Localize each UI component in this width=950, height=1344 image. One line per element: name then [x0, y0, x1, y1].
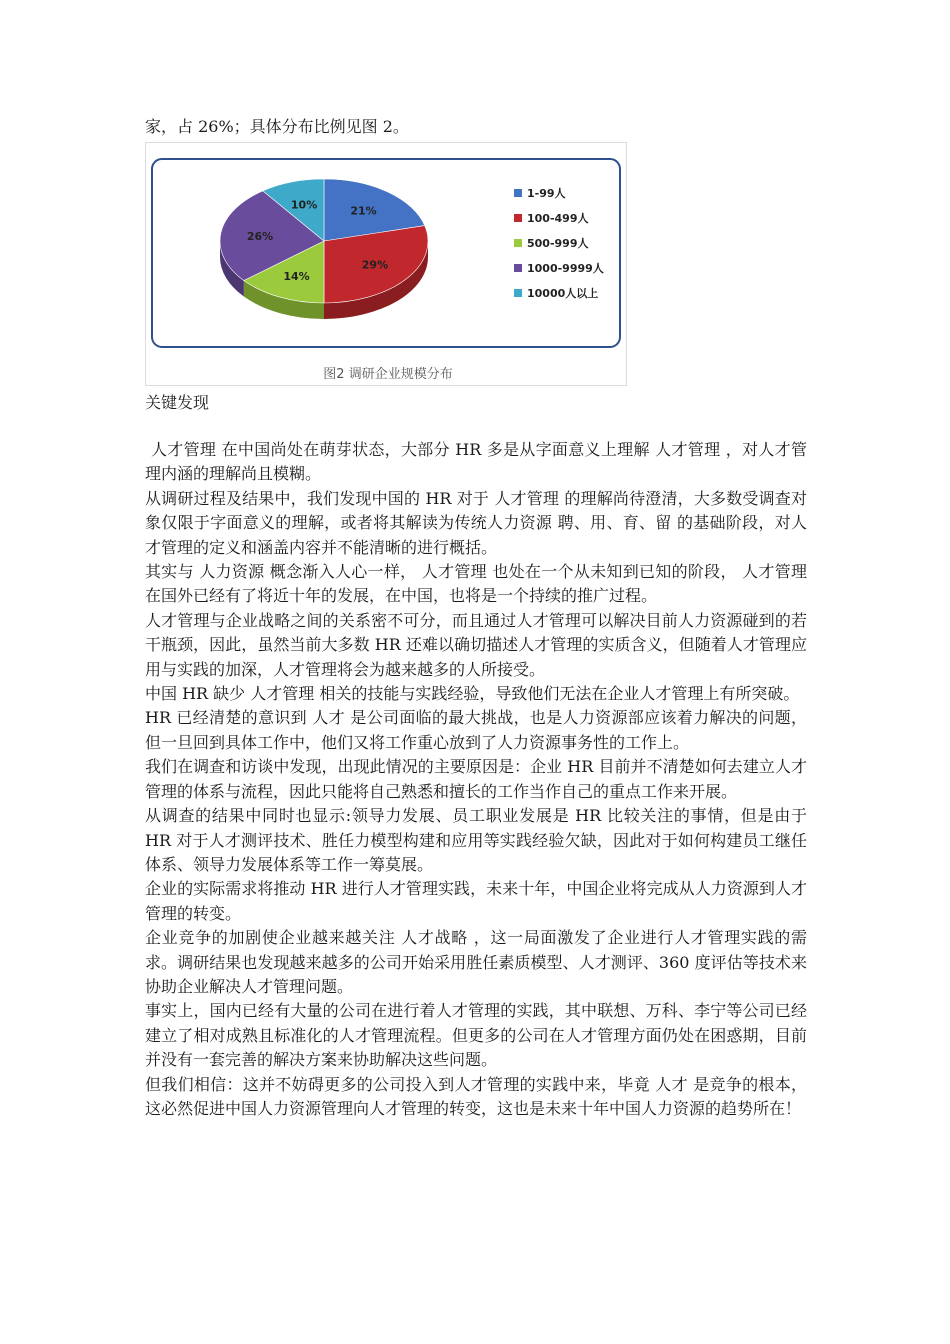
- paragraph: 人才管理 在中国尚处在萌芽状态，大部分 HR 多是从字面意义上理解 人才管理 ，对人才管理内涵的理解尚且模糊。: [145, 440, 807, 484]
- legend-swatch: [514, 214, 522, 222]
- paragraph: HR 已经清楚的意识到 人才 是公司面临的最大挑战，也是人力资源部应该着力解决的问题，但一旦回到具体工作中，他们又将工作重心放到了人力资源事务性的工作上。: [145, 708, 807, 752]
- section-heading: 关键发现: [145, 393, 210, 412]
- legend-swatch: [514, 264, 522, 272]
- legend-label: 10000人以上: [527, 287, 599, 300]
- pie-slice-label: 10%: [290, 198, 318, 212]
- chart-caption: 图2 调研企业规模分布: [323, 367, 453, 382]
- pie-slice-label: 26%: [246, 230, 274, 244]
- pie-slice-label: 14%: [283, 269, 310, 283]
- legend-label: 500-999人: [527, 237, 589, 250]
- legend-swatch: [514, 189, 522, 197]
- paragraph: 从调查的结果中同时也显示:领导力发展、员工职业发展是 HR 比较关注的事情，但是由于 HR 对于人才测评技术、胜任力模型构建和应用等实践经验欠缺，因此对于如何构建员工继任体系、领导力发展体系等工作一筹莫展。: [145, 806, 807, 874]
- paragraph: 人才管理与企业战略之间的关系密不可分，而且通过人才管理可以解决目前人力资源碰到的若干瓶颈，因此，虽然当前大多数 HR 还难以确切描述人才管理的实质含义，但随着人才管理应用与实践的加深，人才管理将会为越来越多的人所接受。: [145, 610, 807, 679]
- paragraph: 我们在调查和访谈中发现，出现此情况的主要原因是：企业 HR 目前并不清楚如何去建立人才管理的体系与流程，因此只能将自己熟悉和擅长的工作当作自己的重点工作来开展。: [145, 757, 807, 801]
- body-text: [145, 438, 807, 1121]
- pie-slice-label: 21%: [350, 204, 377, 218]
- paragraph: 企业竞争的加剧使企业越来越关注 人才战略 ，这一局面激发了企业进行人才管理实践的需求。调研结果也发现越来越多的公司开始采用胜任素质模型、人才测评、360 度评估等技术来协助企业解决人才管理问题。: [145, 928, 807, 996]
- pie-chart: [146, 143, 626, 385]
- pie-chart-figure: [145, 142, 627, 386]
- legend-swatch: [514, 239, 522, 247]
- legend-label: 1-99人: [527, 187, 566, 200]
- paragraph: 其实与 人力资源 概念渐入人心一样， 人才管理 也处在一个从未知到已知的阶段， 人才管理 在国外已经有了将近十年的发展，在中国，也将是一个持续的推广过程。: [145, 562, 807, 606]
- pie-layer: [220, 179, 428, 319]
- paragraph: 但我们相信：这并不妨碍更多的公司投入到人才管理的实践中来，毕竟 人才 是竞争的根本，这必然促进中国人力资源管理向人才管理的转变，这也是未来十年中国人力资源的趋势所在！: [145, 1074, 807, 1118]
- paragraph: 中国 HR 缺少 人才管理 相关的技能与实践经验，导致他们无法在企业人才管理上有所突破。: [145, 684, 800, 704]
- legend-label: 100-499人: [527, 212, 589, 225]
- intro-line: 家，占 26%；具体分布比例见图 2。: [145, 117, 409, 136]
- paragraph: 企业的实际需求将推动 HR 进行人才管理实践，未来十年，中国企业将完成从人力资源到人才管理的转变。: [145, 879, 807, 923]
- legend-label: 1000-9999人: [527, 262, 604, 275]
- paragraph: 事实上，国内已经有大量的公司在进行着人才管理的实践，其中联想、万科、李宁等公司已经建立了相对成熟且标准化的人才管理流程。但更多的公司在人才管理方面仍处在困惑期，目前并没有一套完善的解决方案来协助解决这些问题。: [145, 1001, 807, 1070]
- paragraph: 从调研过程及结果中，我们发现中国的 HR 对于 人才管理 的理解尚待澄清，大多数受调查对象仅限于字面意义的理解，或者将其解读为传统人力资源 聘、用、育、留 的基础阶段，对人才管理的定义和涵盖内容并不能清晰的进行概括。: [145, 488, 807, 557]
- legend-swatch: [514, 289, 522, 297]
- pie-slice-label: 29%: [361, 258, 389, 272]
